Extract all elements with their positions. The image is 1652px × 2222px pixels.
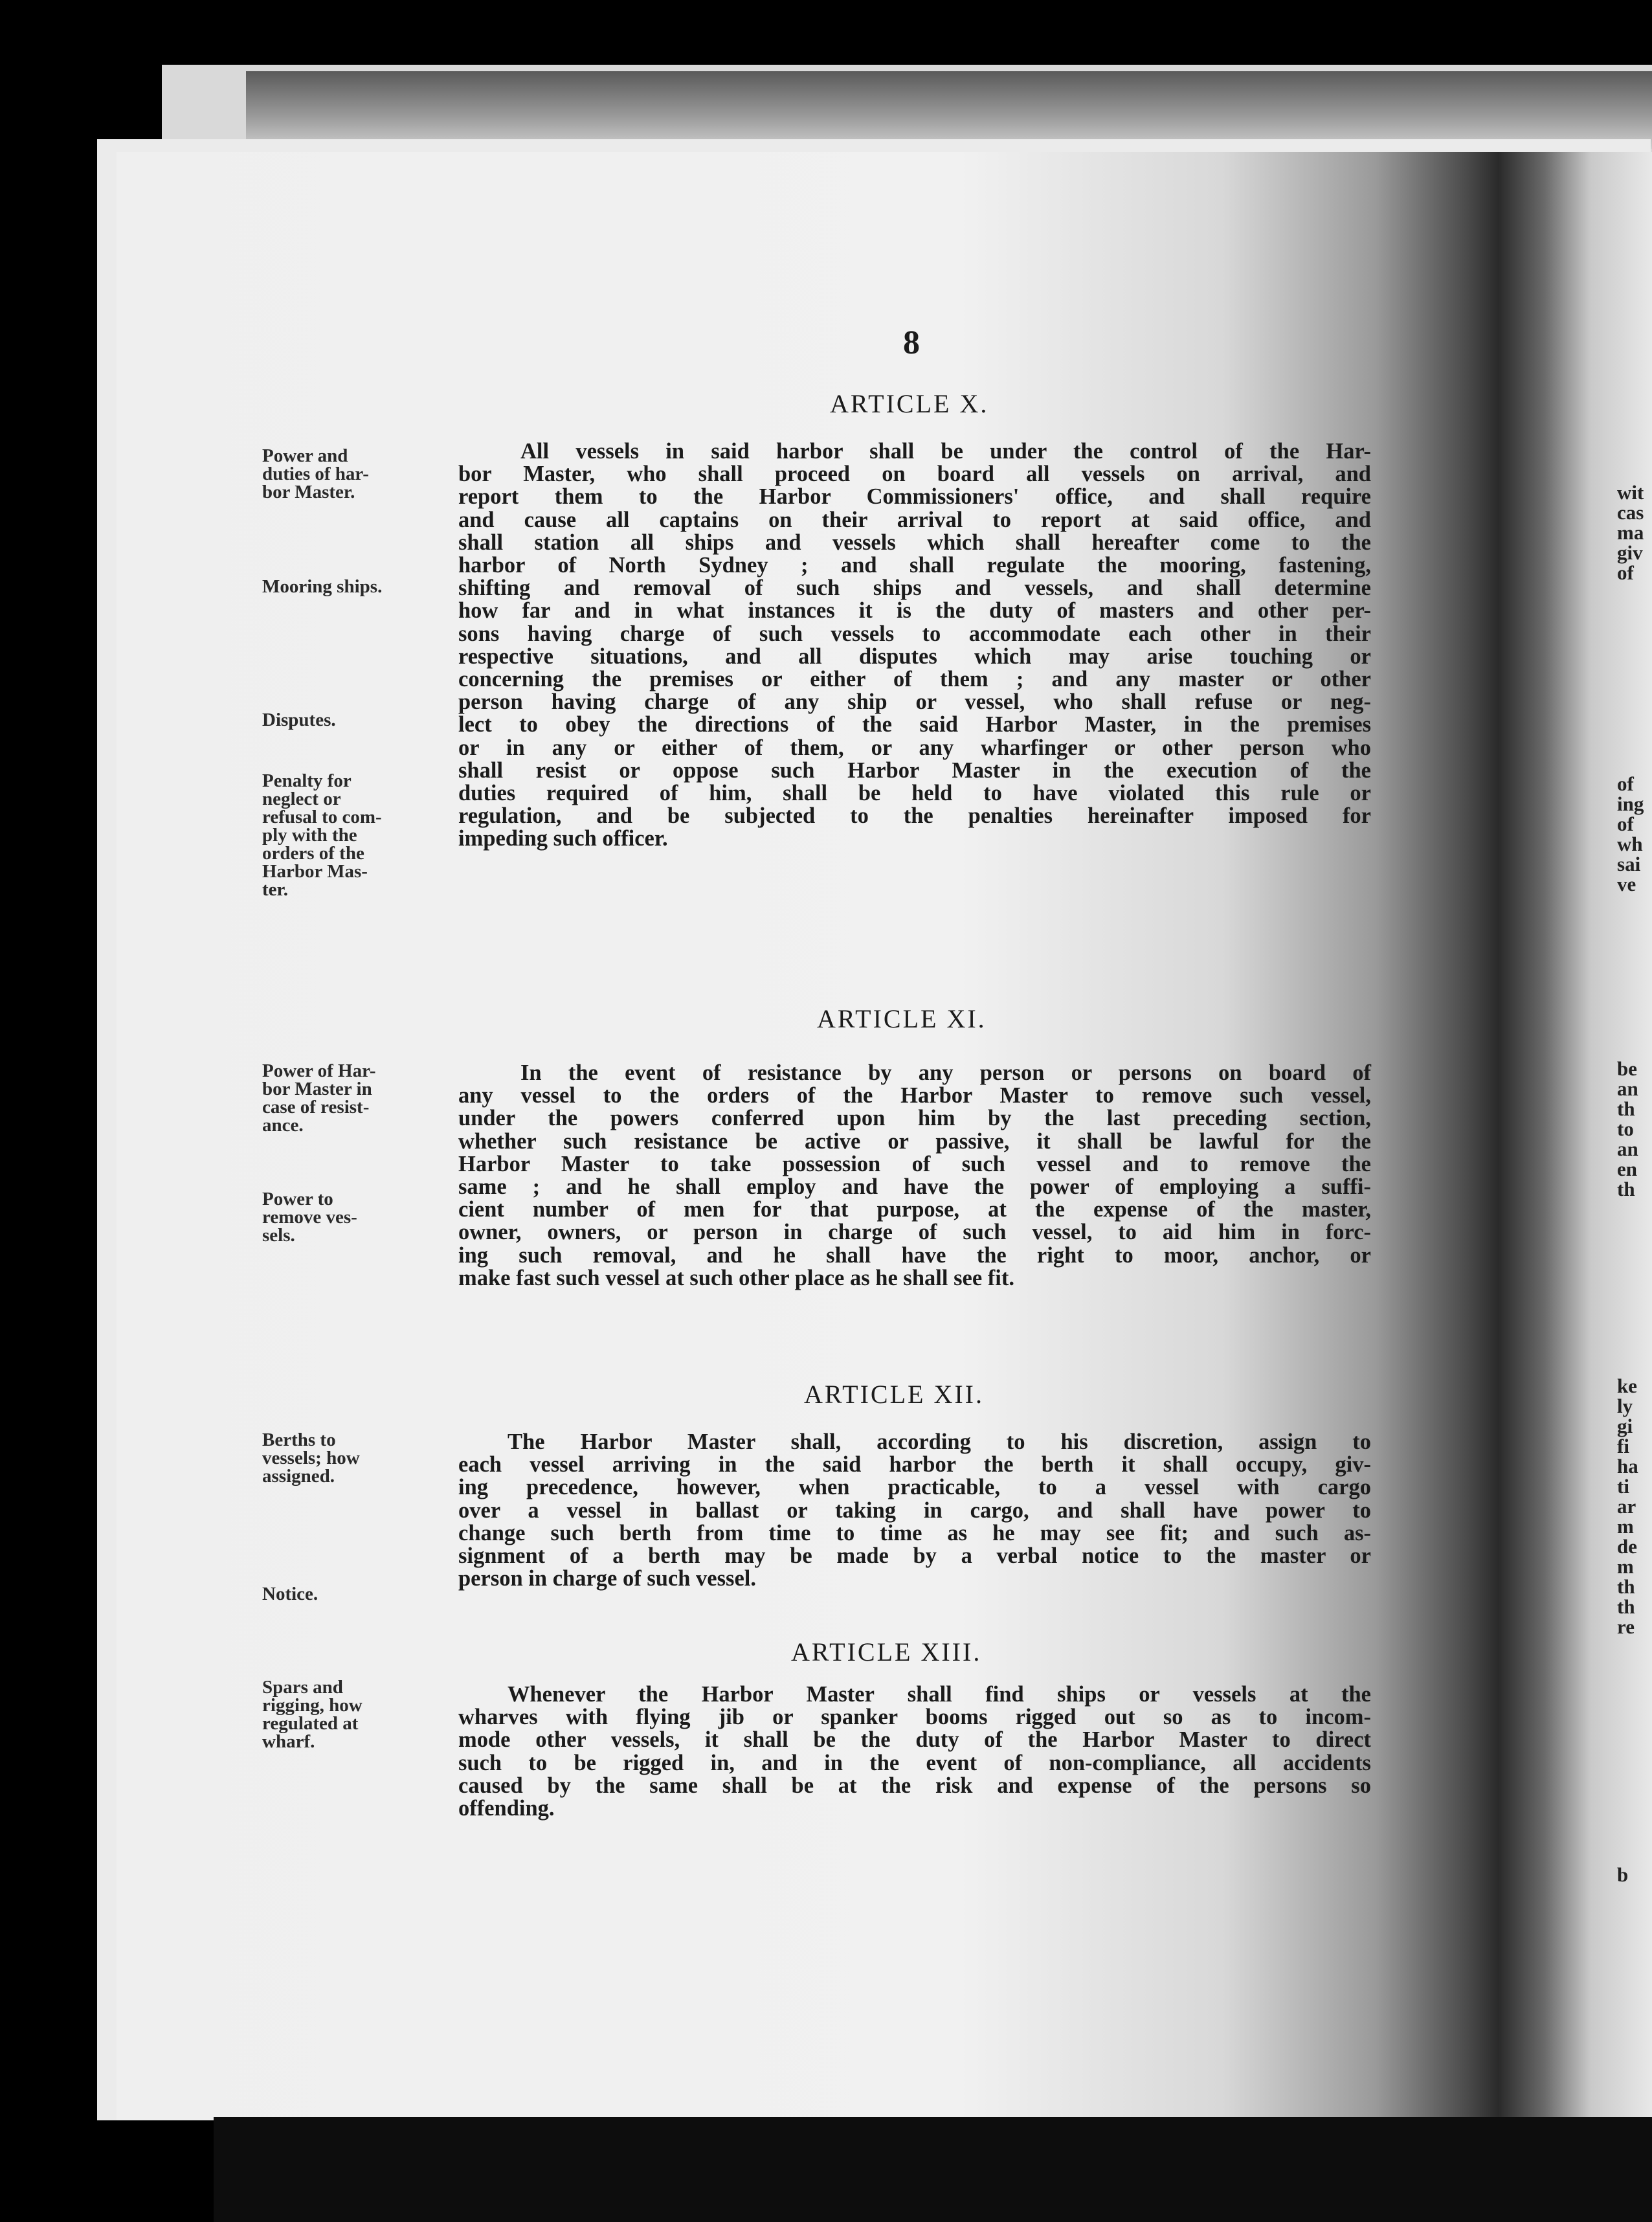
facing-page-fragment-2: of ing of wh sai ve	[1617, 774, 1644, 894]
margin-note-spars-rigging: Spars and rigging, how regulated at wharf.	[262, 1677, 363, 1752]
facing-page-fragment-3: be an th to an en th	[1617, 1059, 1638, 1199]
margin-note-power-duties: Power and duties of har- bor Master.	[262, 445, 369, 502]
margin-note-mooring-ships: Mooring ships.	[262, 576, 383, 597]
facing-page-fragment-1: wit cas ma giv of	[1617, 482, 1644, 583]
article-xiii-heading: ARTICLE XIII.	[791, 1637, 982, 1666]
article-xii-body: The Harbor Master shall, according to his discretion, assign to each vessel arriving in the said harbor the berth it shall occupy, giv- ing precedence, however, when practicable, to a vessel with cargo over a vessel in ballast or taking in cargo, and shall have power to change such berth from time to time as he may see fit; and such as- signment of a berth may be made by a verbal notice to the master or person in charge of such vessel.	[458, 1430, 1371, 1591]
article-xiii-body: Whenever the Harbor Master shall find ships or vessels at the wharves with flying jib or spanker booms rigged out so as to incom- mode other vessels, it shall be the duty of the Harbor Master to direct such to be rigged in, and in the event of non-compliance, all accidents caused by the same shall be at the risk and expense of the persons so offending.	[458, 1682, 1371, 1821]
scan-shadow-top	[246, 71, 1652, 149]
article-x-body: All vessels in said harbor shall be under the control of the Har- bor Master, who shall proceed on board all vessels on arrival, and report them to the Harbor Commissioners' office, and shall require and cause all captains on their arrival to report at said office, and shall station all ships and vessels which shall hereafter come to the harbor of North Sydney ; and shall regulate the mooring, fastening, shifting and removal of such ships and vessels, and shall determine how far and in what instances it is the duty of masters and other per- sons having charge of such vessels to accommodate each other in their respective situations, and all disputes which may arise touching or concerning the premises or either of them ; and any master or other person having charge of any ship or vessel, who shall refuse or neg- lect to obey the directions of the said Harbor Master, in the premises or in any or either of them, or any wharfinger or other person who shall resist or oppose such Harbor Master in the execution of the duties required of him, shall be held to have violated this rule or regulation, and be subjected to the penalties hereinafter imposed for impeding such officer.	[458, 439, 1371, 851]
margin-note-resistance: Power of Har- bor Master in case of resist- ance.	[262, 1060, 376, 1136]
margin-note-remove-vessels: Power to remove ves- sels.	[262, 1189, 357, 1246]
margin-note-berths: Berths to vessels; how assigned.	[262, 1430, 360, 1487]
page-number: 8	[903, 324, 920, 361]
margin-note-disputes: Disputes.	[262, 710, 336, 730]
margin-note-penalty: Penalty for neglect or refusal to com- ply with the orders of the Harbor Mas- ter.	[262, 770, 382, 900]
margin-note-notice: Notice.	[262, 1584, 318, 1604]
facing-page-fragment-5: b	[1617, 1865, 1629, 1885]
article-x-heading: ARTICLE X.	[830, 389, 989, 418]
article-xi-body: In the event of resistance by any person or persons on board of any vessel to the orders of the Harbor Master to remove such vessel, under the powers conferred upon him by the last preceding section, whether such resistance be active or passive, it shall be lawful for the Harbor Master to take possession of such vessel and to remove the same ; and he shall employ and have the power of employing a suffi- cient number of men for that purpose, at the expense of the master, owner, owners, or person in charge of such vessel, to aid him in forc- ing such removal, and he shall have the right to moor, anchor, or make fast such vessel at such other place as he shall see fit.	[458, 1060, 1371, 1290]
article-xi-heading: ARTICLE XI.	[817, 1004, 987, 1033]
article-xii-heading: ARTICLE XII.	[804, 1380, 984, 1409]
facing-page-fragment-4: ke ly gi fi ha ti ar m de m th th re	[1617, 1376, 1638, 1637]
scan-border-bottom	[214, 2117, 1652, 2222]
